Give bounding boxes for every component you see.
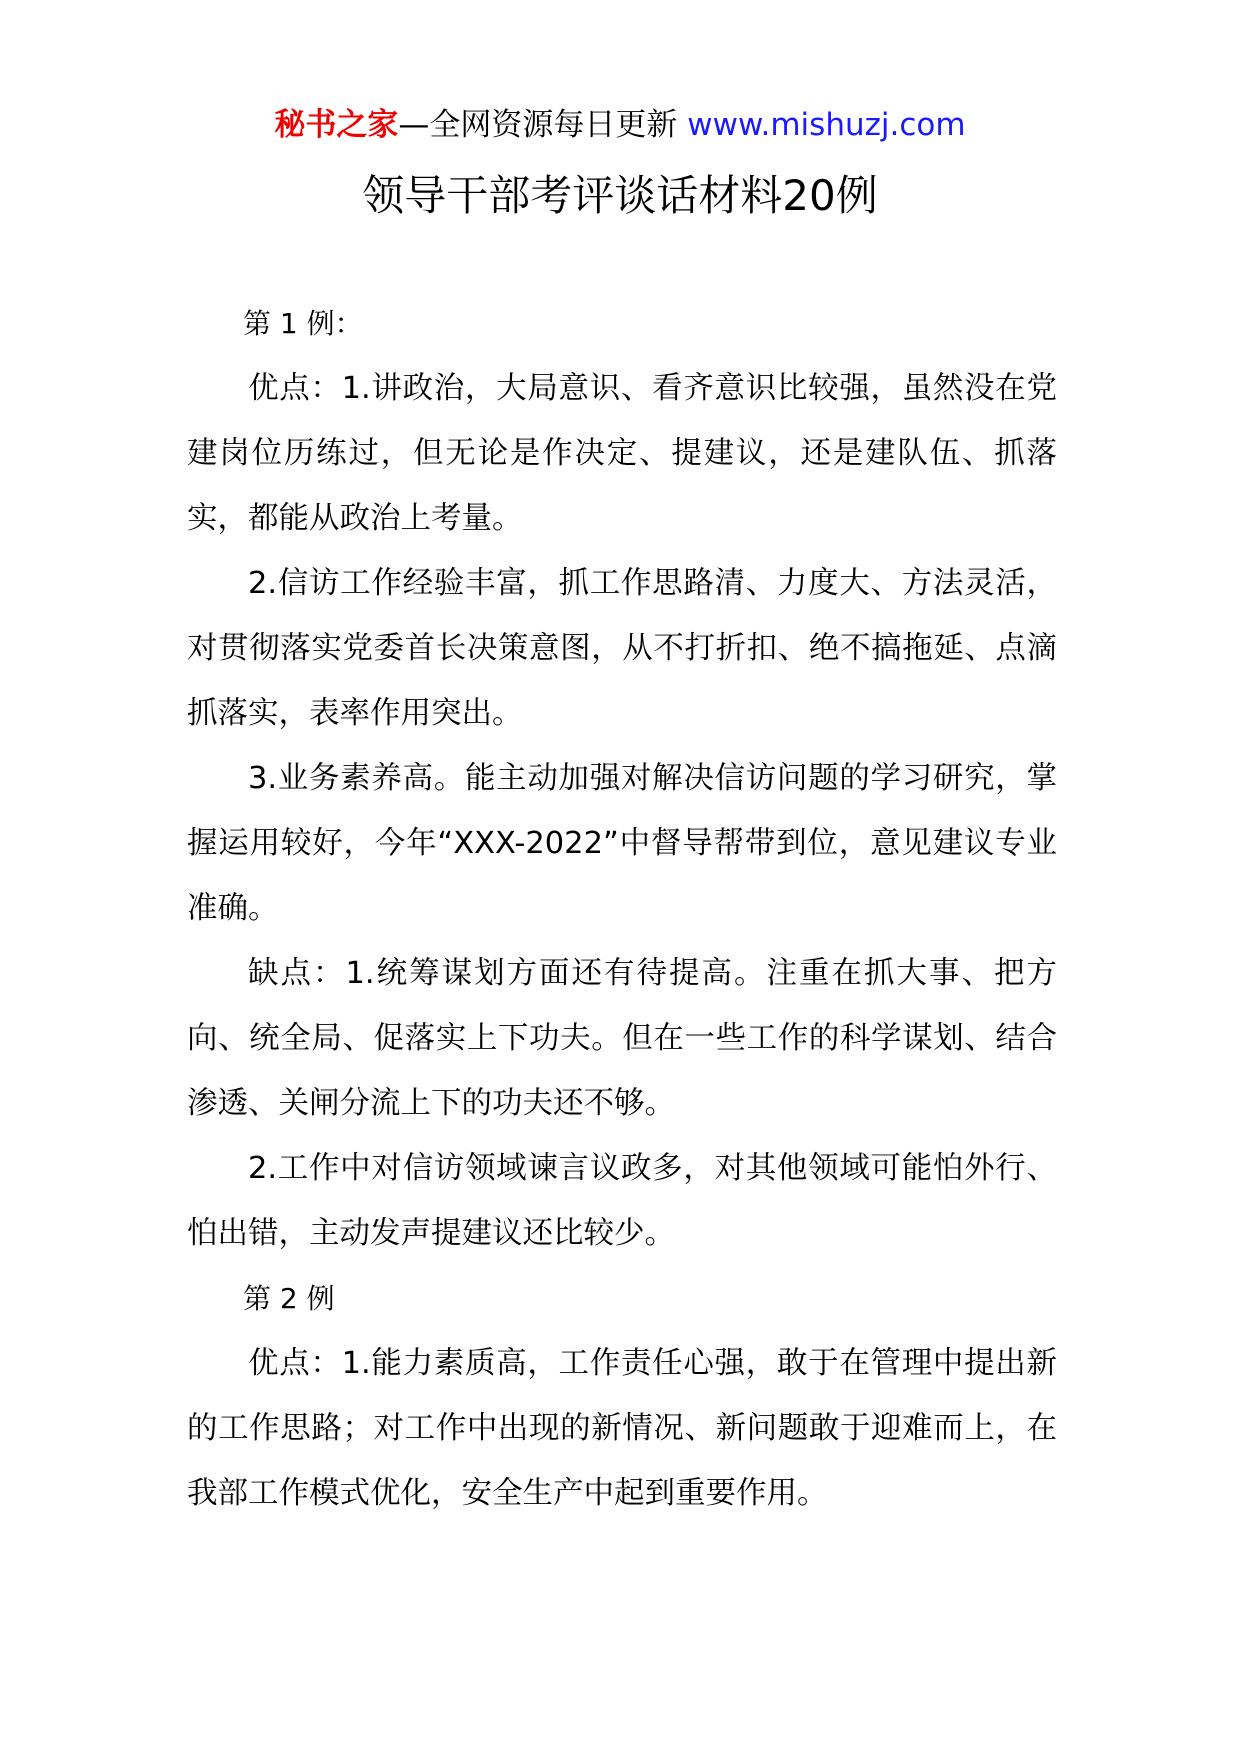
document-body xyxy=(187,291,1057,1526)
site-banner xyxy=(0,103,1240,147)
body-paragraph: 缺点：1.统筹谋划方面还有待提高。注重在抓大事、把方向、统全局、促落实上下功夫。但在一些工作的科学谋划、结合渗透、关闸分流上下的功夫还不够。 xyxy=(187,956,1057,1121)
body-paragraph: 2.工作中对信访领域谏言议政多，对其他领域可能怕外行、怕出错，主动发声提建议还比较少。 xyxy=(187,1151,1057,1251)
brand-name: 秘书之家 xyxy=(274,107,399,143)
document-title: 领导干部考评谈话材料20例 xyxy=(362,171,878,220)
body-paragraph: 优点：1.能力素质高，工作责任心强，敢于在管理中提出新的工作思路；对工作中出现的新情况、新问题敢于迎难而上，在我部工作模式优化，安全生产中起到重要作用。 xyxy=(187,1346,1057,1511)
case-heading: 第 1 例： xyxy=(243,307,363,340)
banner-tagline: —全网资源每日更新 xyxy=(398,107,678,143)
site-url-link[interactable]: www.mishuzj.com xyxy=(687,107,966,143)
body-paragraph: 3.业务素养高。能主动加强对解决信访问题的学习研究，掌握运用较好，今年“XXX-2022”中督导帮带到位，意见建议专业准确。 xyxy=(187,761,1057,926)
body-paragraph: 2.信访工作经验丰富，抓工作思路清、力度大、方法灵活，对贯彻落实党委首长决策意图，从不打折扣、绝不搞拖延、点滴抓落实，表率作用突出。 xyxy=(187,566,1057,731)
body-paragraph: 优点：1.讲政治，大局意识、看齐意识比较强，虽然没在党建岗位历练过，但无论是作决定、提建议，还是建队伍、抓落实，都能从政治上考量。 xyxy=(187,371,1057,536)
case-heading: 第 2 例 xyxy=(243,1282,335,1315)
